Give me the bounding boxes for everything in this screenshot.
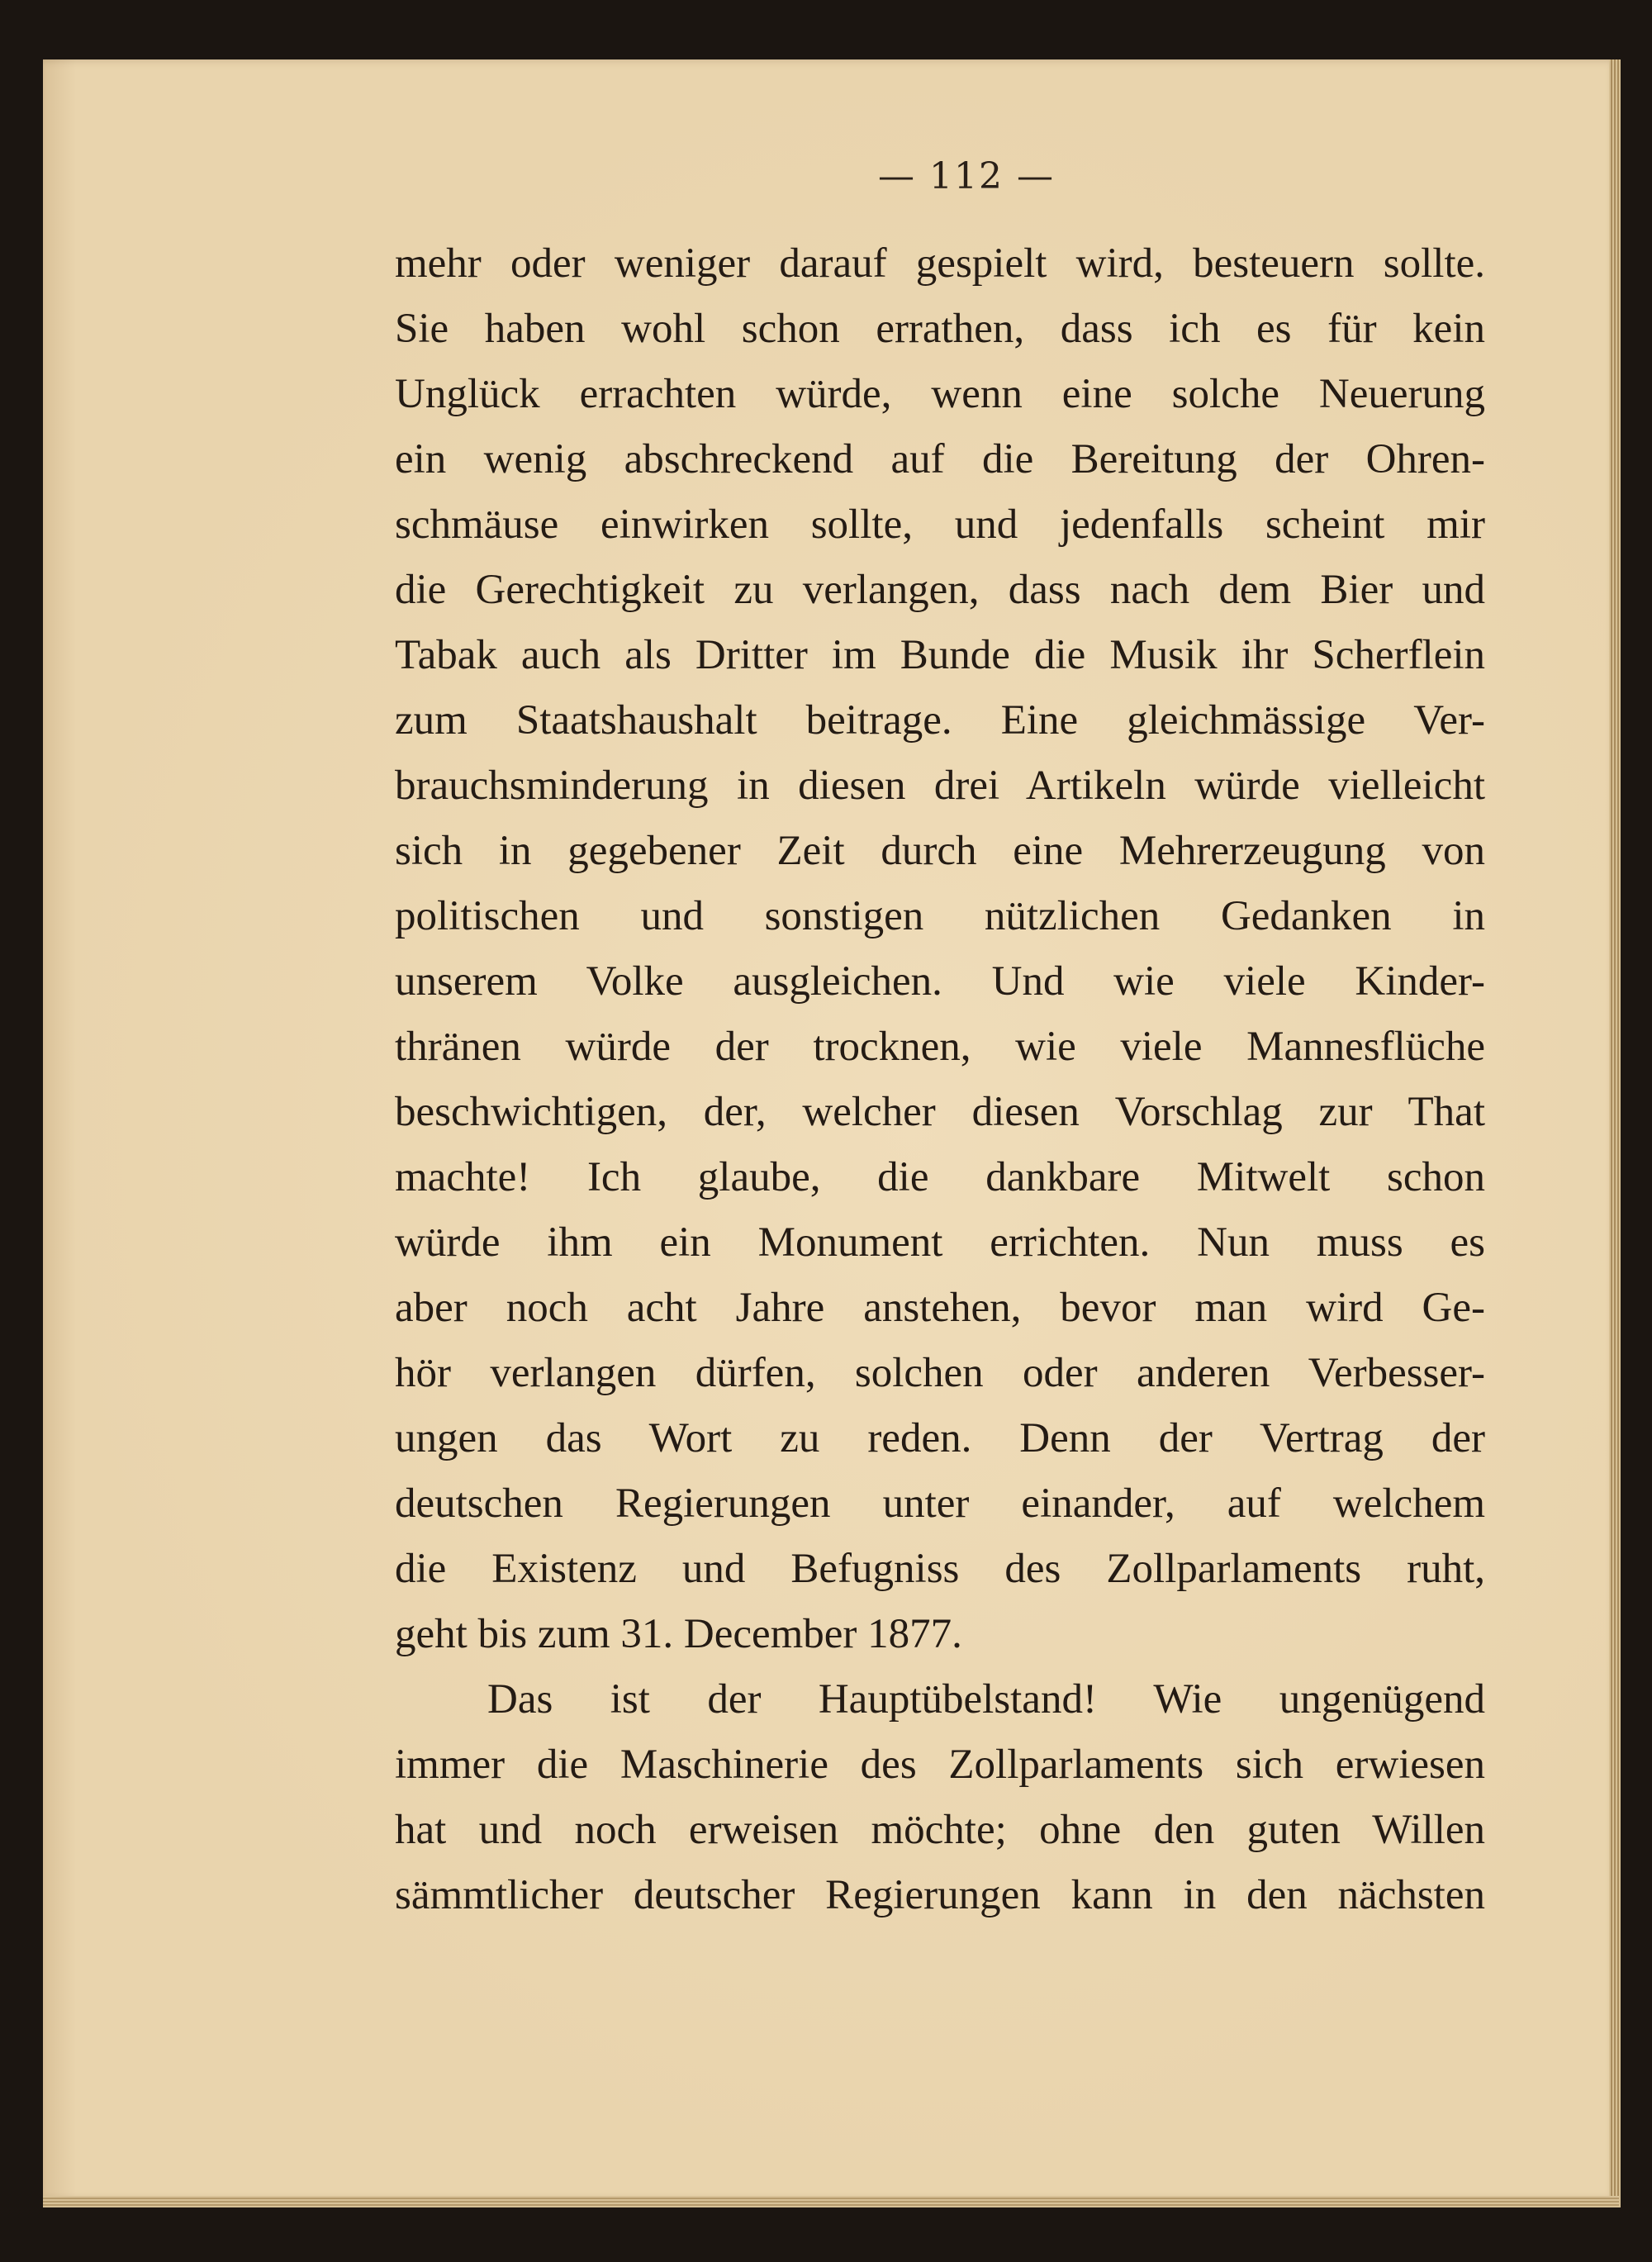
text-line: sämmtlicher deutscher Regierungen kann in den nächsten bbox=[395, 1872, 1485, 1918]
paragraph-start-line: Das ist der Hauptübelstand! Wie ungenügend bbox=[487, 1676, 1485, 1723]
text-line: hör verlangen dürfen, solchen oder anderen Verbesser- bbox=[395, 1350, 1485, 1396]
text-line: politischen und sonstigen nützlichen Gedanken in bbox=[395, 893, 1485, 939]
text-line: thränen würde der trocknen, wie viele Mannesflüche bbox=[395, 1024, 1485, 1070]
text-line: Tabak auch als Dritter im Bunde die Musik ihr Scherflein bbox=[395, 632, 1485, 678]
text-line: brauchsminderung in diesen drei Artikeln würde vielleicht bbox=[395, 763, 1485, 809]
text-line: die Existenz und Befugniss des Zollparlaments ruht, bbox=[395, 1546, 1485, 1592]
text-line: mehr oder weniger darauf gespielt wird, besteuern sollte. bbox=[395, 240, 1485, 287]
text-line: ein wenig abschreckend auf die Bereitung der Ohren- bbox=[395, 436, 1485, 482]
text-line: hat und noch erweisen möchte; ohne den guten Willen bbox=[395, 1807, 1485, 1853]
paragraph-end-line: geht bis zum 31. December 1877. bbox=[395, 1611, 962, 1657]
page-number: — 112 — bbox=[878, 155, 1055, 197]
text-line: sich in gegebener Zeit durch eine Mehrerzeugung von bbox=[395, 828, 1485, 874]
page-edge-right bbox=[1609, 59, 1621, 2207]
text-line: zum Staatshaushalt beitrage. Eine gleichmässige Ver- bbox=[395, 697, 1485, 744]
page-edge-bottom bbox=[43, 2196, 1619, 2207]
text-line: Sie haben wohl schon errathen, dass ich es für kein bbox=[395, 306, 1485, 352]
text-line: würde ihm ein Monument errichten. Nun muss es bbox=[395, 1219, 1485, 1266]
text-line: Unglück errachten würde, wenn eine solche Neuerung bbox=[395, 371, 1485, 417]
text-line: aber noch acht Jahre anstehen, bevor man wird Ge- bbox=[395, 1285, 1485, 1331]
text-line: beschwichtigen, der, welcher diesen Vorschlag zur That bbox=[395, 1089, 1485, 1135]
text-line: deutschen Regierungen unter einander, auf welchem bbox=[395, 1480, 1485, 1527]
text-line: immer die Maschinerie des Zollparlaments sich erwiesen bbox=[395, 1742, 1485, 1788]
text-line: die Gerechtigkeit zu verlangen, dass nach dem Bier und bbox=[395, 567, 1485, 613]
text-line: schmäuse einwirken sollte, und jedenfalls scheint mir bbox=[395, 501, 1485, 548]
text-line: machte! Ich glaube, die dankbare Mitwelt schon bbox=[395, 1154, 1485, 1200]
text-line: ungen das Wort zu reden. Denn der Vertrag der bbox=[395, 1415, 1485, 1461]
body-text bbox=[395, 231, 1485, 1928]
text-line: unserem Volke ausgleichen. Und wie viele Kinder- bbox=[395, 958, 1485, 1005]
